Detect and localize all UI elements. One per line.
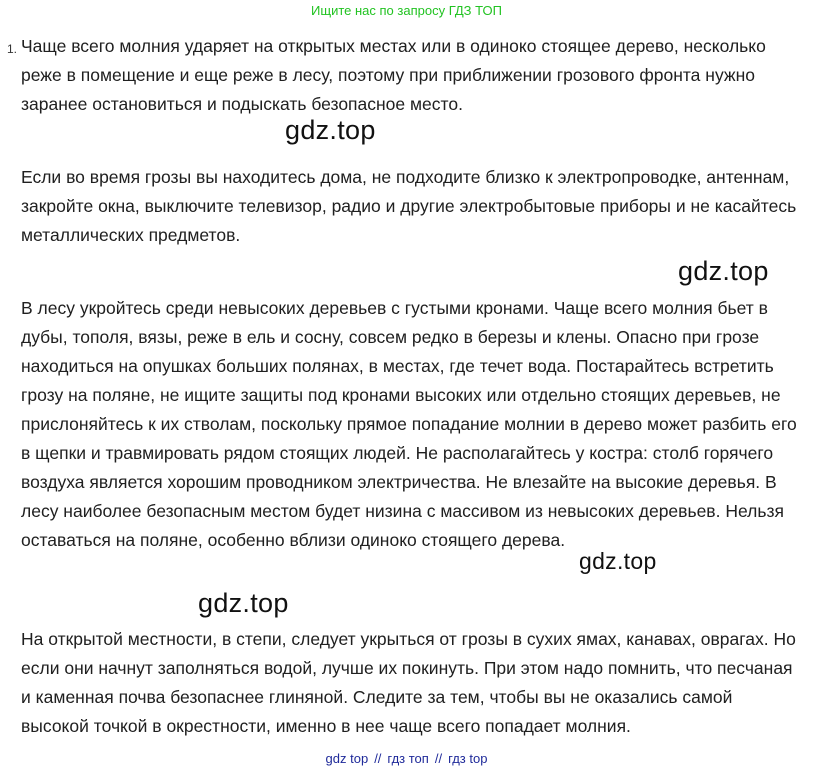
search-banner: Ищите нас по запросу ГДЗ ТОП: [311, 3, 502, 18]
paragraph-2: Если во время грозы вы находитесь дома, не подходите близко к электропроводке, антеннам, закройте окна, выключите телевизор, радио и другие электробытовые приборы и не касайтесь металлических предметов.: [21, 167, 797, 245]
footer-link-gdz-top-mixed[interactable]: гдз top: [448, 751, 488, 766]
footer-link-gdz-top-ru[interactable]: гдз топ: [387, 751, 429, 766]
item-number: 1.: [7, 42, 18, 56]
watermark-3: gdz.top: [579, 548, 657, 574]
watermark-1: gdz.top: [285, 115, 376, 145]
paragraph-1: Чаще всего молния ударяет на открытых местах или в одиноко стоящее дерево, несколько реже в помещение и еще реже в лесу, поэтому при приближении грозового фронта нужно заранее остановиться и подыскать безопасное место.: [21, 36, 766, 114]
paragraph-3: В лесу укройтесь среди невысоких деревьев с густыми кронами. Чаще всего молния бьет в дубы, тополя, вязы, реже в ель и сосну, совсем редко в березы и клены. Опасно при грозе находиться на опушках больших полянах, в местах, где течет вода. Постарайтесь встретить грозу на поляне, не ищите защиты под кронами высоких или отдельно стоящих деревьев, не прислоняйтесь к их стволам, поскольку прямое попадание молнии в дерево может разбить его в щепки и травмировать рядом стоящих людей. Не располагайтесь у костра: столб горячего воздуха является хорошим проводником электричества. Не влезайте на высокие деревья. В лесу наиболее безопасным местом будет низина с массивом из невысоких деревьев. Нельзя оставаться на поляне, особенно вблизи одиноко стоящего дерева.: [21, 298, 797, 550]
footer-separator: //: [374, 751, 382, 766]
footer-separator: //: [434, 751, 443, 766]
watermark-2: gdz.top: [678, 256, 769, 286]
paragraph-4: На открытой местности, в степи, следует укрыться от грозы в сухих ямах, канавах, оврагах. Но если они начнут заполняться водой, лучше их покинуть. При этом надо помнить, что песчаная и каменная почва безопаснее глиняной. Следите за тем, чтобы вы не оказались самой высокой точкой в окрестности, именно в нее чаще всего попадает молния.: [21, 629, 796, 736]
footer-link-gdz-top[interactable]: gdz top: [325, 751, 369, 766]
footer-links: [0, 751, 813, 766]
watermark-4: gdz.top: [198, 588, 289, 618]
